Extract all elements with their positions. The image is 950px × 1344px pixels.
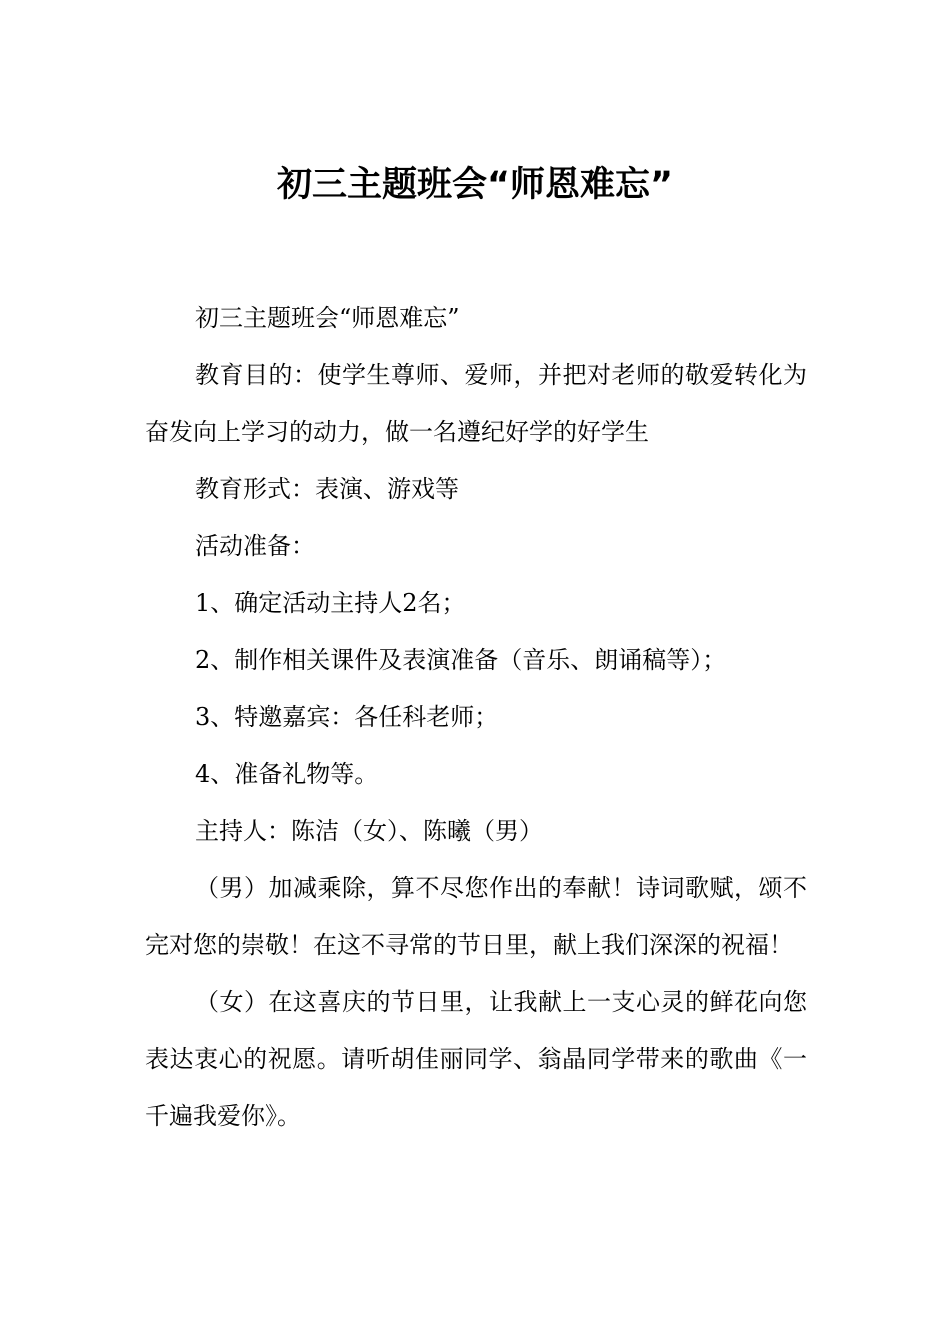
paragraph-preparation-heading: 活动准备： bbox=[195, 532, 315, 560]
paragraph-hosts: 主持人：陈洁（女）、陈曦（男） bbox=[195, 817, 543, 845]
paragraph-education-form: 教育形式：表演、游戏等 bbox=[195, 475, 459, 503]
document-title: 初三主题班会“师恩难忘” bbox=[276, 165, 673, 205]
list-item-preparation-4: 4、准备礼物等。 bbox=[195, 760, 379, 788]
paragraph-female-host-speech: （女）在这喜庆的节日里，让我献上一支心灵的鲜花向您表达衷心的祝愿。请听胡佳丽同学、翁晶同学带来的歌曲《一千遍我爱你》。 bbox=[145, 988, 807, 1130]
paragraph-education-goal: 教育目的：使学生尊师、爱师，并把对老师的敬爱转化为奋发向上学习的动力，做一名遵纪好学的好学生 bbox=[145, 361, 807, 446]
list-item-preparation-3: 3、特邀嘉宾：各任科老师； bbox=[195, 703, 499, 731]
list-item-preparation-1: 1、确定活动主持人2名； bbox=[195, 589, 466, 617]
paragraph-male-host-speech: （男）加减乘除，算不尽您作出的奉献！诗词歌赋，颂不完对您的崇敬！在这不寻常的节日里，献上我们深深的祝福！ bbox=[145, 874, 807, 959]
list-item-preparation-2: 2、制作相关课件及表演准备（音乐、朗诵稿等）； bbox=[195, 646, 727, 674]
paragraph-subtitle: 初三主题班会“师恩难忘” bbox=[195, 304, 460, 332]
document-body bbox=[145, 290, 807, 1145]
